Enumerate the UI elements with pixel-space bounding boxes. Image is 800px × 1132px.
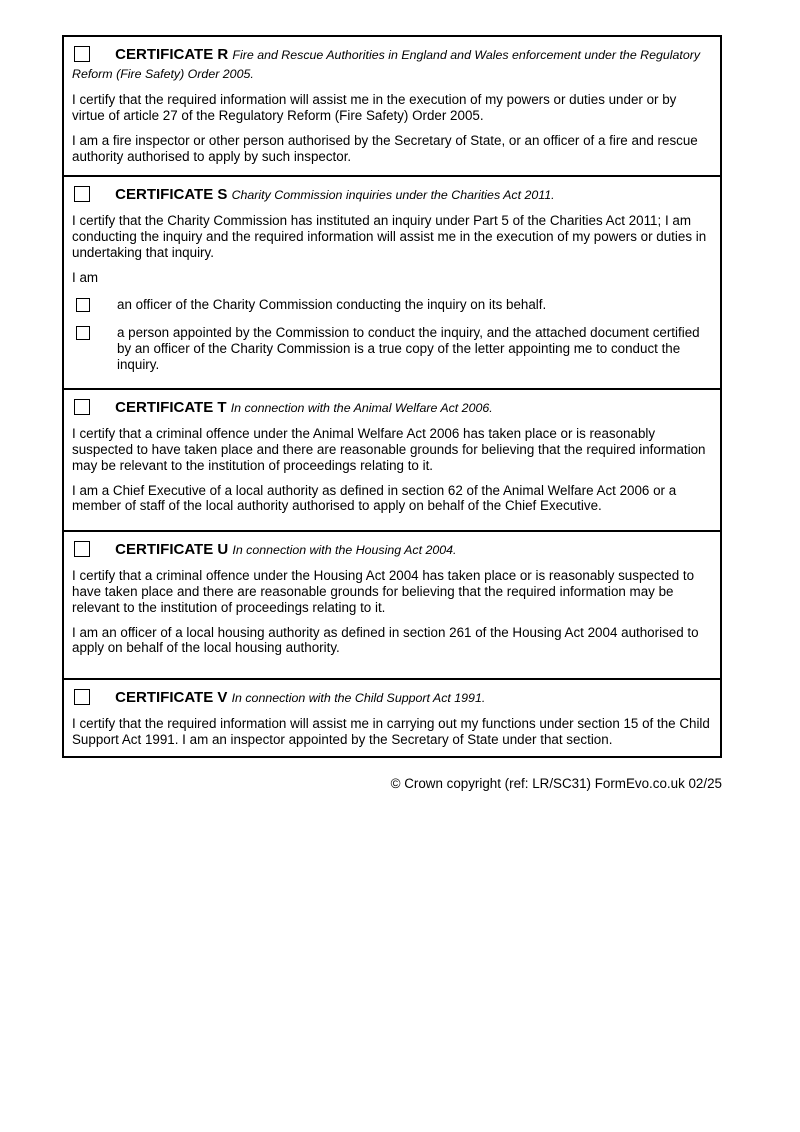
certificate-s-option-2 bbox=[76, 325, 712, 372]
certificate-v-subtitle: In connection with the Child Support Act 1991. bbox=[231, 691, 486, 705]
certificate-u-title: CERTIFICATE U bbox=[115, 541, 229, 558]
certificate-s-option-1-checkbox[interactable] bbox=[76, 298, 90, 312]
certificate-u-subtitle: In connection with the Housing Act 2004. bbox=[232, 543, 457, 557]
certificate-t-title: CERTIFICATE T bbox=[115, 399, 227, 416]
certificate-s-option-1-label: an officer of the Charity Commission conducting the inquiry on its behalf. bbox=[117, 297, 547, 313]
certificate-t-subtitle: In connection with the Animal Welfare Act 2006. bbox=[230, 401, 493, 415]
certificate-s-intro: I am bbox=[72, 269, 99, 285]
certificate-t-section bbox=[62, 388, 722, 532]
certificate-v-paragraph-1: I certify that the required information will assist me in carrying out my functions under section 15 of the Child Support Act 1991. I am an inspector appointed by the Secretary of State under that section. bbox=[72, 716, 710, 747]
certificate-r-heading bbox=[72, 45, 712, 83]
certificate-s-paragraph-1: I certify that the Charity Commission has instituted an inquiry under Part 5 of the Charities Act 2011; I am conducting the inquiry and the required information will assist me in the execution of my powers or duties in undertaking that inquiry. bbox=[72, 213, 707, 260]
certificate-u-paragraph-2: I am an officer of a local housing authority as defined in section 261 of the Housing Act 2004 authorised to apply on behalf of the local housing authority. bbox=[72, 624, 699, 656]
certificate-u-paragraph-1: I certify that a criminal offence under the Housing Act 2004 has taken place or is reasonably suspected to have taken place and there are reasonable grounds for believing that the required information may be relevant to the institution of proceedings relating to it. bbox=[72, 568, 695, 615]
certificate-v-checkbox[interactable] bbox=[74, 689, 90, 705]
certificate-r-paragraph-2: I am a fire inspector or other person authorised by the Secretary of State, or an officer of a fire and rescue authority authorised to apply by such inspector. bbox=[72, 133, 698, 164]
certificate-u-checkbox[interactable] bbox=[74, 541, 90, 557]
certificate-r-checkbox[interactable] bbox=[74, 46, 90, 62]
certificate-t-paragraph-1: I certify that a criminal offence under the Animal Welfare Act 2006 has taken place or is reasonably suspected to have taken place and there are reasonable grounds for believing that the required information may be relevant to the institution of proceedings relating to it. bbox=[72, 426, 706, 473]
footer-copyright: © Crown copyright (ref: LR/SC31) FormEvo.co.uk 02/25 bbox=[390, 776, 722, 791]
certificate-t-checkbox[interactable] bbox=[74, 399, 90, 415]
certificate-s-subtitle: Charity Commission inquiries under the Charities Act 2011. bbox=[231, 188, 555, 202]
certificate-r-paragraph-1: I certify that the required information will assist me in the execution of my powers or duties under or by virtue of article 27 of the Regulatory Reform (Fire Safety) Order 2005. bbox=[72, 92, 677, 124]
certificate-s-option-2-checkbox[interactable] bbox=[76, 326, 90, 340]
certificate-t-paragraph-2: I am a Chief Executive of a local authority as defined in section 62 of the Animal Welfare Act 2006 or a member of staff of the local authority authorised to apply on behalf of the Chief Executive. bbox=[72, 482, 677, 514]
certificate-u-section bbox=[62, 530, 722, 680]
certificate-v-section bbox=[62, 678, 722, 758]
certificates-form bbox=[62, 35, 722, 758]
certificate-r-subtitle: Fire and Rescue Authorities in England and Wales enforcement under the Regulatory Reform (Fire Safety) Order 2005. bbox=[72, 48, 701, 82]
certificate-t-heading bbox=[72, 398, 712, 417]
certificate-s-heading bbox=[72, 185, 712, 204]
certificate-s-option-1 bbox=[76, 297, 712, 313]
certificate-r-section bbox=[62, 35, 722, 177]
certificate-r-title: CERTIFICATE R bbox=[115, 46, 229, 63]
certificate-s-section bbox=[62, 175, 722, 390]
certificate-s-checkbox[interactable] bbox=[74, 186, 90, 202]
certificate-s-title: CERTIFICATE S bbox=[115, 186, 228, 203]
certificate-s-option-2-label: a person appointed by the Commission to conduct the inquiry, and the attached document certified by an officer of the Charity Commission is a true copy of the letter appointing me to conduct the inquiry. bbox=[117, 325, 700, 372]
certificate-v-heading bbox=[72, 688, 712, 707]
certificate-v-title: CERTIFICATE V bbox=[115, 689, 228, 706]
certificate-u-heading bbox=[72, 540, 712, 559]
